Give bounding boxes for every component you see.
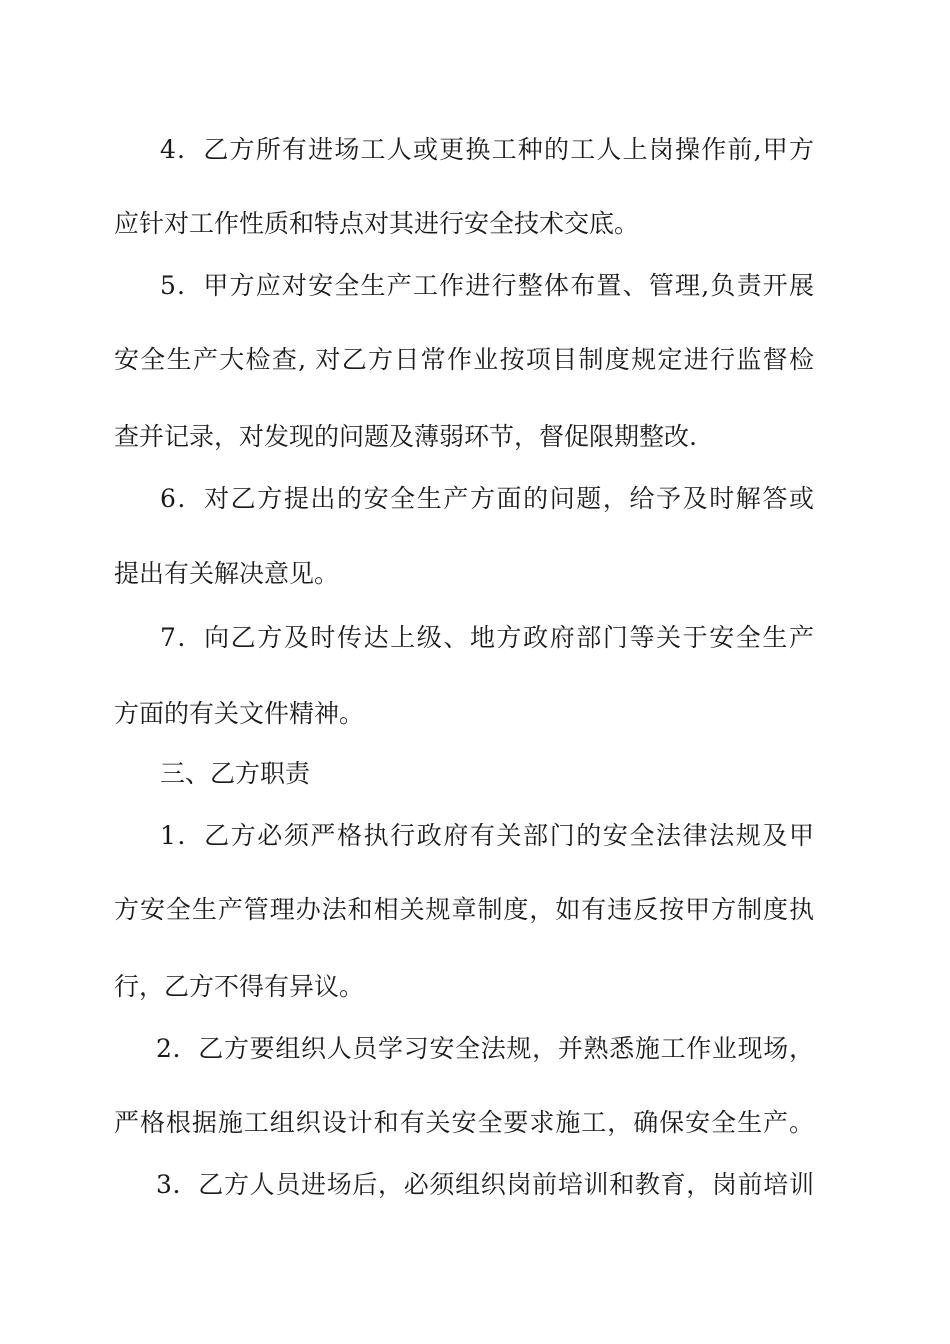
- paragraph-b1-line-1: 1．乙方必须严格执行政府有关部门的安全法律法规及甲: [160, 821, 814, 850]
- paragraph-7-line-2: 方面的有关文件精神。: [114, 699, 365, 728]
- paragraph-4-line-1: 4．乙方所有进场工人或更换工种的工人上岗操作前,甲方: [160, 135, 814, 164]
- paragraph-5-line-3: 查并记录，对发现的问题及薄弱环节，督促限期整改.: [114, 422, 697, 451]
- paragraph-6-line-1: 6．对乙方提出的安全生产方面的问题，给予及时解答或: [160, 484, 814, 513]
- paragraph-5-line-1: 5．甲方应对安全生产工作进行整体布置、管理,负责开展: [160, 271, 814, 300]
- paragraph-b2-line-1: 2．乙方要组织人员学习安全法规，并熟悉施工作业现场，: [156, 1034, 814, 1063]
- paragraph-4-line-2: 应针对工作性质和特点对其进行安全技术交底。: [114, 209, 640, 238]
- paragraph-b3-line-1: 3．乙方人员进场后，必须组织岗前培训和教育，岗前培训: [156, 1170, 814, 1199]
- paragraph-6-line-2: 提出有关解决意见。: [114, 559, 340, 588]
- paragraph-7-line-1: 7．向乙方及时传达上级、地方政府部门等关于安全生产: [160, 623, 814, 652]
- paragraph-b1-line-2: 方安全生产管理办法和相关规章制度，如有违反按甲方制度执: [114, 895, 814, 924]
- paragraph-b1-line-3: 行，乙方不得有异议。: [114, 972, 365, 1001]
- paragraph-5-line-2: 安全生产大检查, 对乙方日常作业按项目制度规定进行监督检: [114, 345, 814, 374]
- paragraph-b2-line-2: 严格根据施工组织设计和有关安全要求施工，确保安全生产。: [114, 1108, 814, 1137]
- section-heading-party-b-duties: 三、乙方职责: [160, 759, 311, 788]
